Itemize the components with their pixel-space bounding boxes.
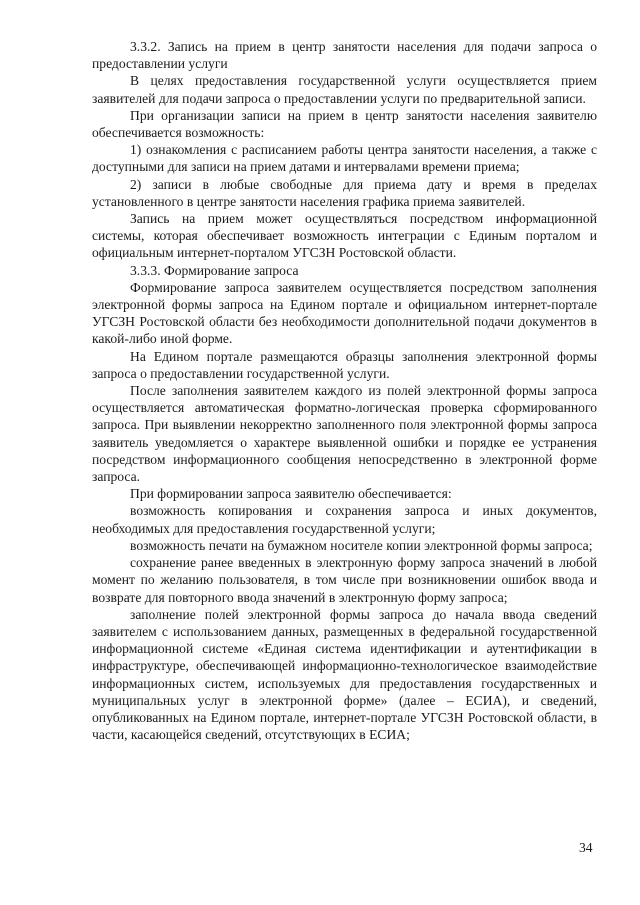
- list-item: возможность копирования и сохранения запроса и иных документов, необходимых для предоставления государственной услуги;: [92, 503, 597, 536]
- section-heading-3-3-2: 3.3.2. Запись на прием в центр занятости населения для подачи запроса о предоставлении услуги: [92, 39, 597, 72]
- paragraph: При формировании запроса заявителю обеспечивается:: [130, 486, 452, 502]
- list-item: сохранение ранее введенных в электронную форму запроса значений в любой момент по желанию пользователя, в том числе при возникновении ошибок ввода и возврате для повторного ввода значений в электронную форму запроса;: [92, 555, 597, 605]
- list-item: 1) ознакомления с расписанием работы центра занятости населения, а также с доступными для записи на прием датами и интервалами времени приема;: [92, 142, 597, 175]
- list-item: возможность печати на бумажном носителе копии электронной формы запроса;: [130, 537, 593, 553]
- paragraph: Запись на прием может осуществляться посредством информационной системы, которая обеспечивает возможность интеграции с Единым порталом и официальным интернет-порталом УГСЗН Ростовской области.: [92, 211, 597, 261]
- list-item: 2) записи в любые свободные для приема дату и время в пределах установленного в центре занятости населения графика приема заявителей.: [92, 176, 597, 209]
- paragraph: Формирование запроса заявителем осуществляется посредством заполнения электронной формы запроса на Едином портале и официальном интернет-портале УГСЗН Ростовской области без необходимости дополнительной подачи документов в какой-либо иной форме.: [92, 279, 597, 347]
- list-item: заполнение полей электронной формы запроса до начала ввода сведений заявителем с использованием данных, размещенных в федеральной государственной информационной системе «Единая система идентификации и аутентификации в инфраструктуре, обеспечивающей информационно-технологическое взаимодействие информационных систем, используемых для предоставления государственных и муниципальных услуг в электронной форме» (далее – ЕСИА), и сведений, опубликованных на Едином портале, интернет-портале УГСЗН Ростовской области, в части, касающейся сведений, отсутствующих в ЕСИА;: [92, 606, 597, 743]
- paragraph: После заполнения заявителем каждого из полей электронной формы запроса осуществляется автоматическая форматно-логическая проверка сформированного запроса. При выявлении некорректно заполненного поля электронной формы запроса заявитель уведомляется о характере выявленной ошибки и порядке ее устранения посредством информационного сообщения непосредственно в электронной форме запроса.: [92, 383, 597, 485]
- section-heading-3-3-3: 3.3.3. Формирование запроса: [130, 262, 299, 278]
- page-number: 34: [579, 840, 593, 855]
- paragraph: На Едином портале размещаются образцы заполнения электронной формы запроса о предоставлении государственной услуги.: [92, 348, 597, 381]
- paragraph: В целях предоставления государственной услуги осуществляется прием заявителей для подачи запроса о предоставлении услуги по предварительной записи.: [92, 73, 597, 106]
- document-page: [92, 38, 597, 743]
- paragraph: При организации записи на прием в центр занятости населения заявителю обеспечивается возможность:: [92, 107, 597, 141]
